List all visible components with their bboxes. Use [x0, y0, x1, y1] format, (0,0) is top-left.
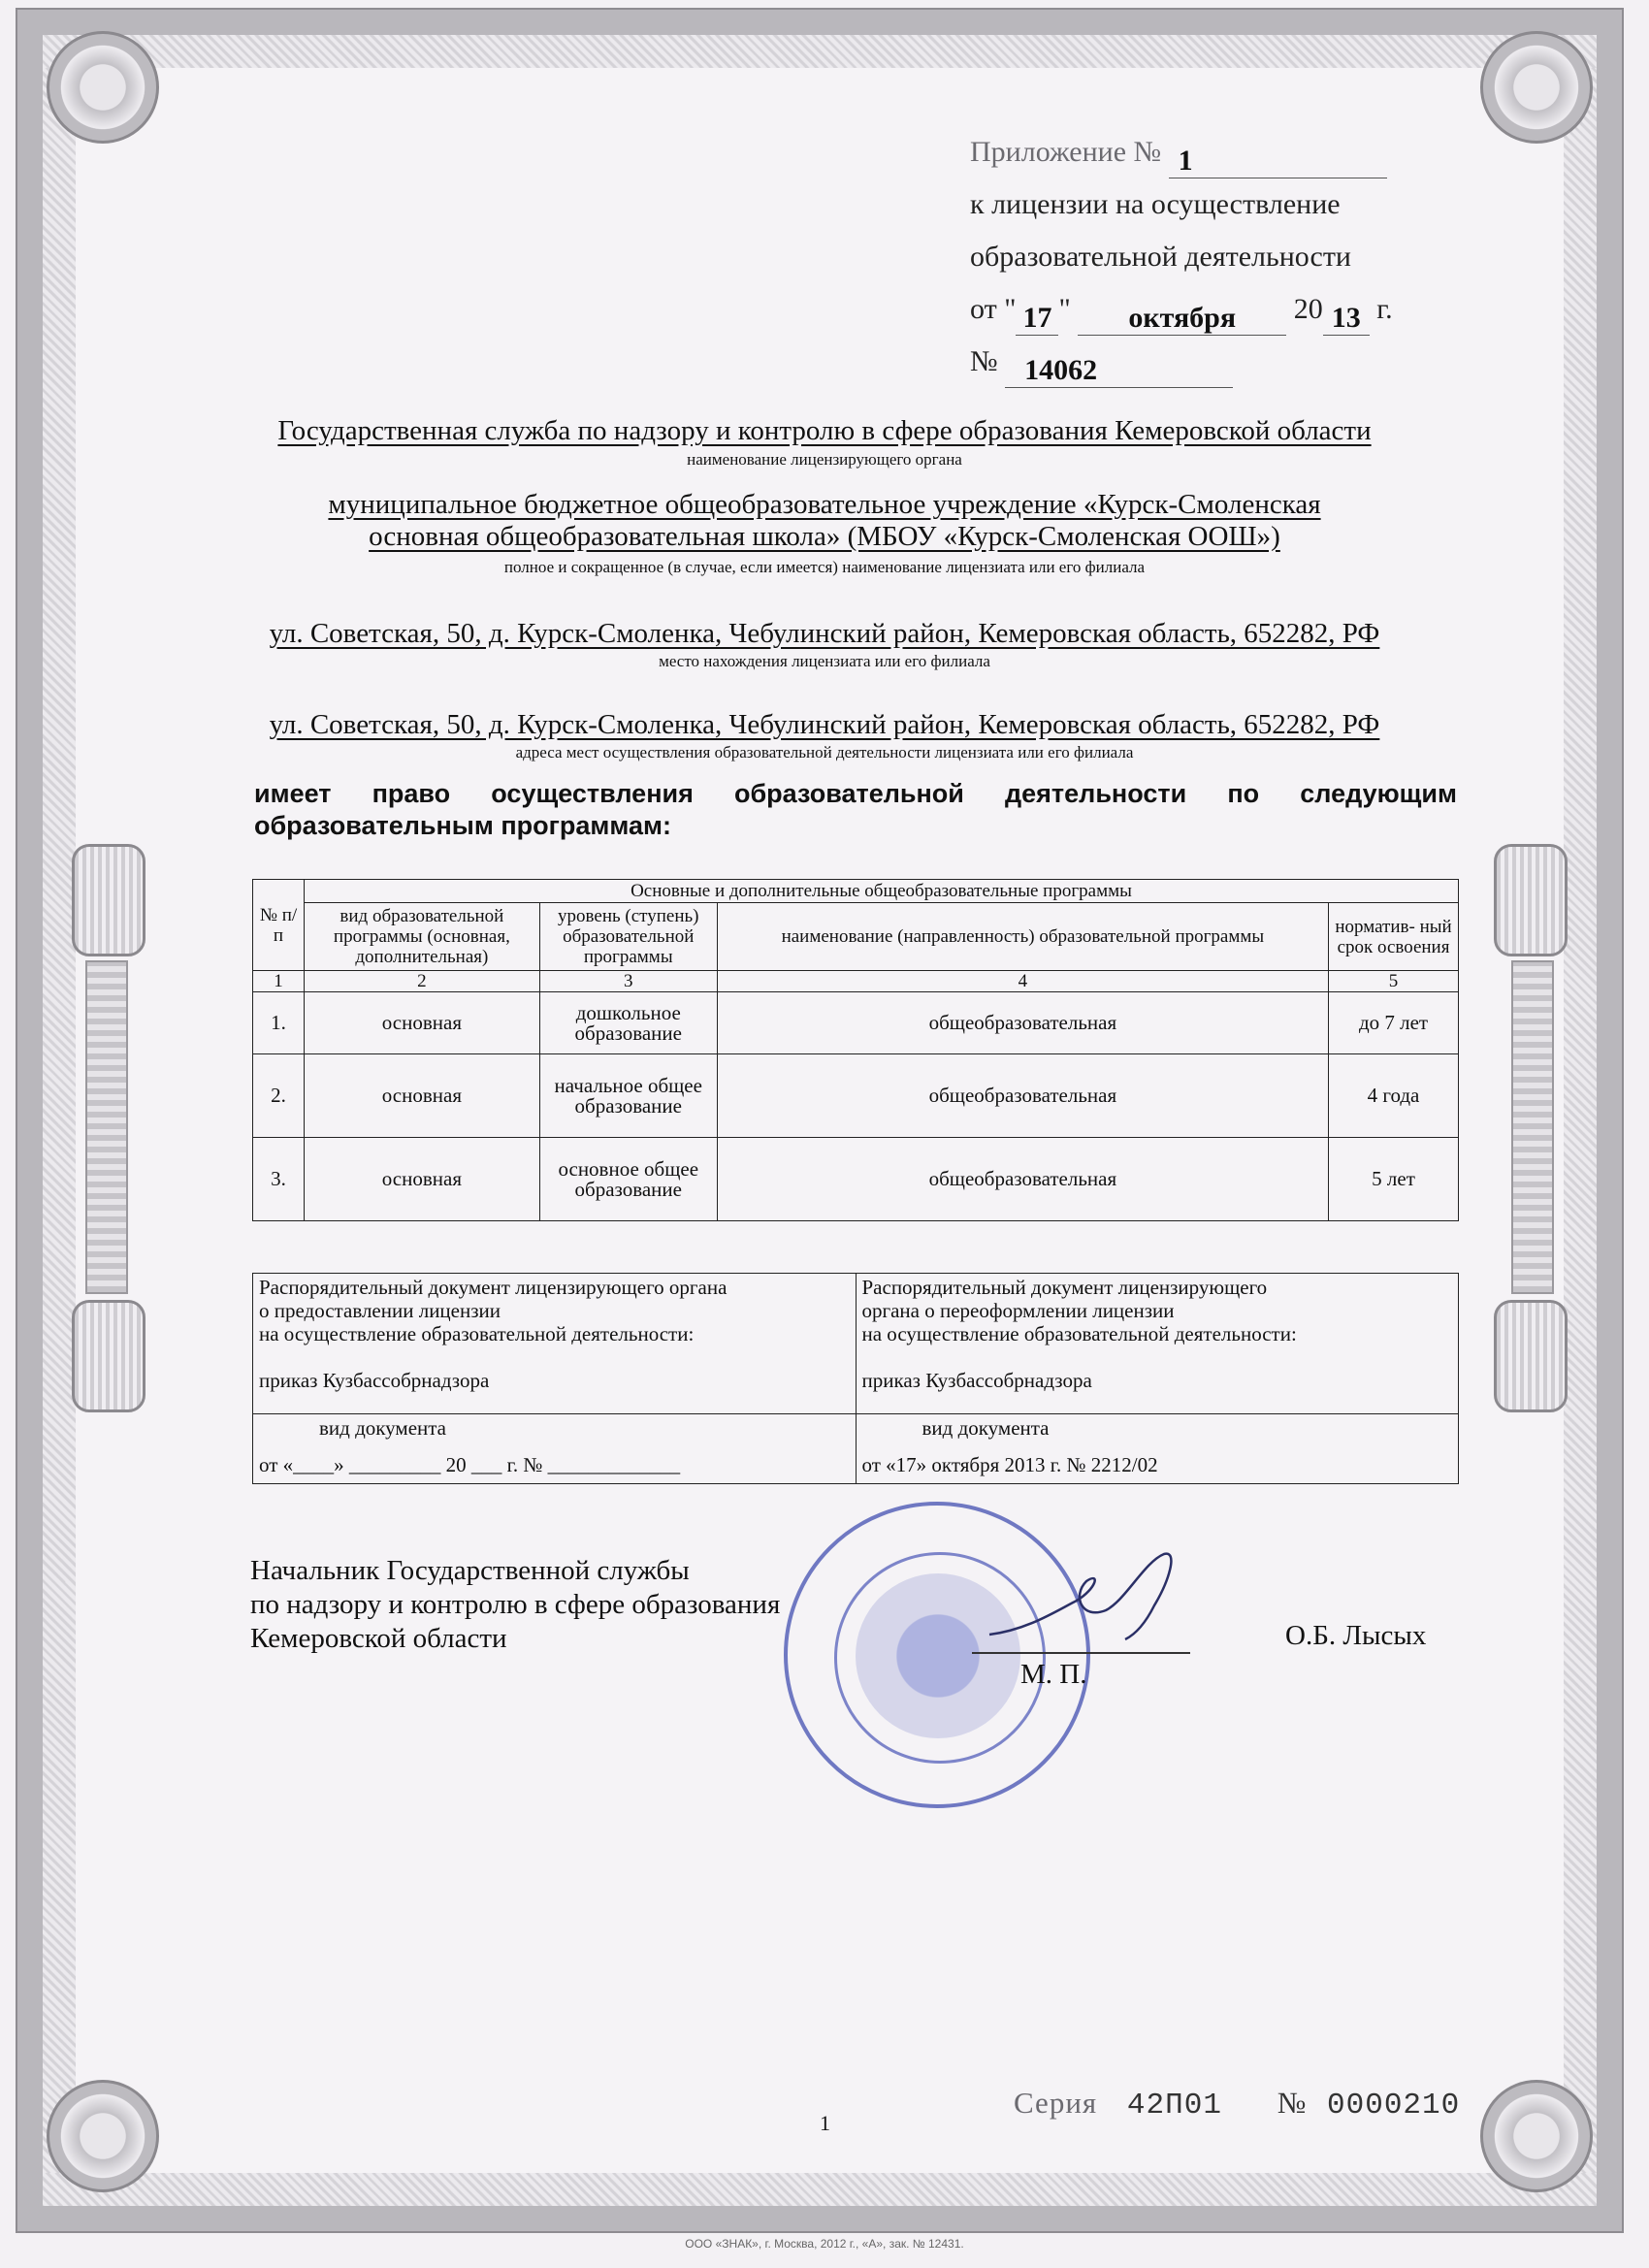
doc-grant-title-1: Распорядительный документ лицензирующего органа	[259, 1276, 728, 1299]
rights-statement: имеет право осуществления образовательной деятельности по следующим образовательным программам:	[254, 779, 1457, 840]
index-cell: 1	[253, 971, 305, 992]
appendix-number: 1	[1169, 145, 1387, 178]
index-cell: 5	[1329, 971, 1459, 992]
row-type: основная	[304, 1054, 539, 1138]
appendix-label: Приложение №	[970, 136, 1162, 168]
header-group: Основные и дополнительные общеобразовательные программы	[304, 880, 1458, 903]
row-type: основная	[304, 992, 539, 1054]
header-term: норматив- ный срок освоения	[1329, 903, 1459, 971]
series-value: 42П01	[1126, 2089, 1222, 2122]
row-num: 1.	[253, 992, 305, 1054]
page-number: 1	[820, 2111, 830, 2135]
signer-name: О.Б. Лысых	[1285, 1620, 1427, 1651]
doc-reissue-title-1: Распорядительный документ лицензирующего	[861, 1276, 1268, 1299]
row-level: дошкольное образование	[539, 992, 717, 1054]
header-type: вид образовательной программы (основная, дополнительная)	[304, 903, 539, 971]
doc-grant-title-2: о предоставлении лицензии	[259, 1299, 501, 1322]
doc-grant-type: приказ Кузбассобрнадзора	[259, 1369, 490, 1392]
reg-label: №	[970, 345, 998, 377]
appendix-number-line	[970, 126, 1436, 178]
doc-reissue-caption: вид документа	[922, 1416, 1050, 1440]
signatory-line3: Кемеровской области	[250, 1623, 507, 1654]
row-name: общеобразовательная	[717, 1054, 1328, 1138]
licensee-line2: основная общеобразовательная школа» (МБОУ «Курск-Смоленская ООШ»)	[369, 521, 1280, 552]
location-address: ул. Советская, 50, д. Курск-Смоленка, Чебулинский район, Кемеровская область, 652282, РФ	[269, 618, 1380, 649]
row-level: начальное общее образование	[539, 1054, 717, 1138]
signatory-line2: по надзору и контролю в сфере образования	[250, 1589, 781, 1620]
row-term: 5 лет	[1329, 1138, 1459, 1221]
index-cell: 3	[539, 971, 717, 992]
header-name: наименование (направленность) образовательной программы	[717, 903, 1328, 971]
location-caption: место нахождения лицензиата или его филиала	[659, 652, 990, 670]
doc-grant-cell	[253, 1274, 857, 1414]
appendix-header	[970, 126, 1436, 388]
row-name: общеобразовательная	[717, 992, 1328, 1054]
series-label: Серия	[1014, 2086, 1098, 2120]
licensee-caption: полное и сокращенное (в случае, если имеется) наименование лицензиата или его филиала	[503, 558, 1146, 576]
doc-reissue-details	[856, 1414, 1459, 1484]
doc-grant-caption: вид документа	[319, 1416, 447, 1440]
date-day: 17	[1016, 302, 1058, 336]
date-year-prefix: 20	[1293, 293, 1323, 325]
table-row	[253, 1054, 1459, 1138]
header-level: уровень (ступень) образовательной программы	[539, 903, 717, 971]
date-year-suffix: 13	[1323, 302, 1370, 336]
doc-reissue-type: приказ Кузбассобрнадзора	[861, 1369, 1092, 1392]
appendix-line2: к лицензии на осуществление	[970, 188, 1341, 220]
row-term: 4 года	[1329, 1054, 1459, 1138]
row-name: общеобразовательная	[717, 1138, 1328, 1221]
doc-grant-date: от «____» _________ 20 ___ г. № _____________	[259, 1453, 681, 1476]
doc-reissue-date: от «17» октября 2013 г. № 2212/02	[861, 1453, 1158, 1476]
signature-line	[972, 1652, 1190, 1654]
activity-address: ул. Советская, 50, д. Курск-Смоленка, Чебулинский район, Кемеровская область, 652282, РФ	[269, 709, 1380, 740]
doc-grant-title-3: на осуществление образовательной деятельности:	[259, 1322, 695, 1345]
doc-reissue-title-3: на осуществление образовательной деятельности:	[861, 1322, 1297, 1345]
authority-name: Государственная служба по надзору и контролю в сфере образования Кемеровской области	[277, 415, 1372, 446]
series-number-label: №	[1277, 2086, 1308, 2120]
programs-table	[252, 879, 1459, 1221]
index-cell: 2	[304, 971, 539, 992]
index-cell: 4	[717, 971, 1328, 992]
doc-reissue-title-2: органа о переоформлении лицензии	[861, 1299, 1175, 1322]
header-num: № п/п	[253, 880, 305, 971]
appendix-reg-line	[970, 336, 1436, 388]
activity-address-caption: адреса мест осуществления образовательной деятельности лицензиата или его филиала	[515, 743, 1134, 761]
reg-number: 14062	[1005, 354, 1233, 388]
table-row	[253, 1138, 1459, 1221]
doc-reissue-cell	[856, 1274, 1459, 1414]
signatory-line1: Начальник Государственной службы	[250, 1555, 690, 1586]
row-num: 2.	[253, 1054, 305, 1138]
row-level: основное общее образование	[539, 1138, 717, 1221]
appendix-line3: образовательной деятельности	[970, 241, 1351, 273]
handwritten-signature-icon	[970, 1542, 1222, 1659]
licensee-line1: муниципальное бюджетное общеобразовательное учреждение «Курск-Смоленская	[328, 489, 1321, 520]
printer-imprint: ООО «ЗНАК», г. Москва, 2012 г., «А», зак. № 12431.	[685, 2237, 964, 2251]
date-prefix: от	[970, 293, 997, 325]
signatory-title	[250, 1554, 780, 1656]
form-series	[1014, 2086, 1460, 2122]
doc-grant-details	[253, 1414, 857, 1484]
date-month: октября	[1078, 302, 1286, 336]
row-type: основная	[304, 1138, 539, 1221]
table-row	[253, 992, 1459, 1054]
index-row	[253, 971, 1459, 992]
row-num: 3.	[253, 1138, 305, 1221]
row-term: до 7 лет	[1329, 992, 1459, 1054]
seal-placeholder-mp: М. П.	[1020, 1659, 1087, 1690]
authority-caption: наименование лицензирующего органа	[687, 450, 962, 469]
date-year-unit: г.	[1376, 293, 1393, 325]
appendix-date-line: от " 17 " октября 20 13 г.	[970, 293, 1393, 334]
documents-table	[252, 1273, 1459, 1484]
series-number: 0000210	[1327, 2089, 1461, 2122]
